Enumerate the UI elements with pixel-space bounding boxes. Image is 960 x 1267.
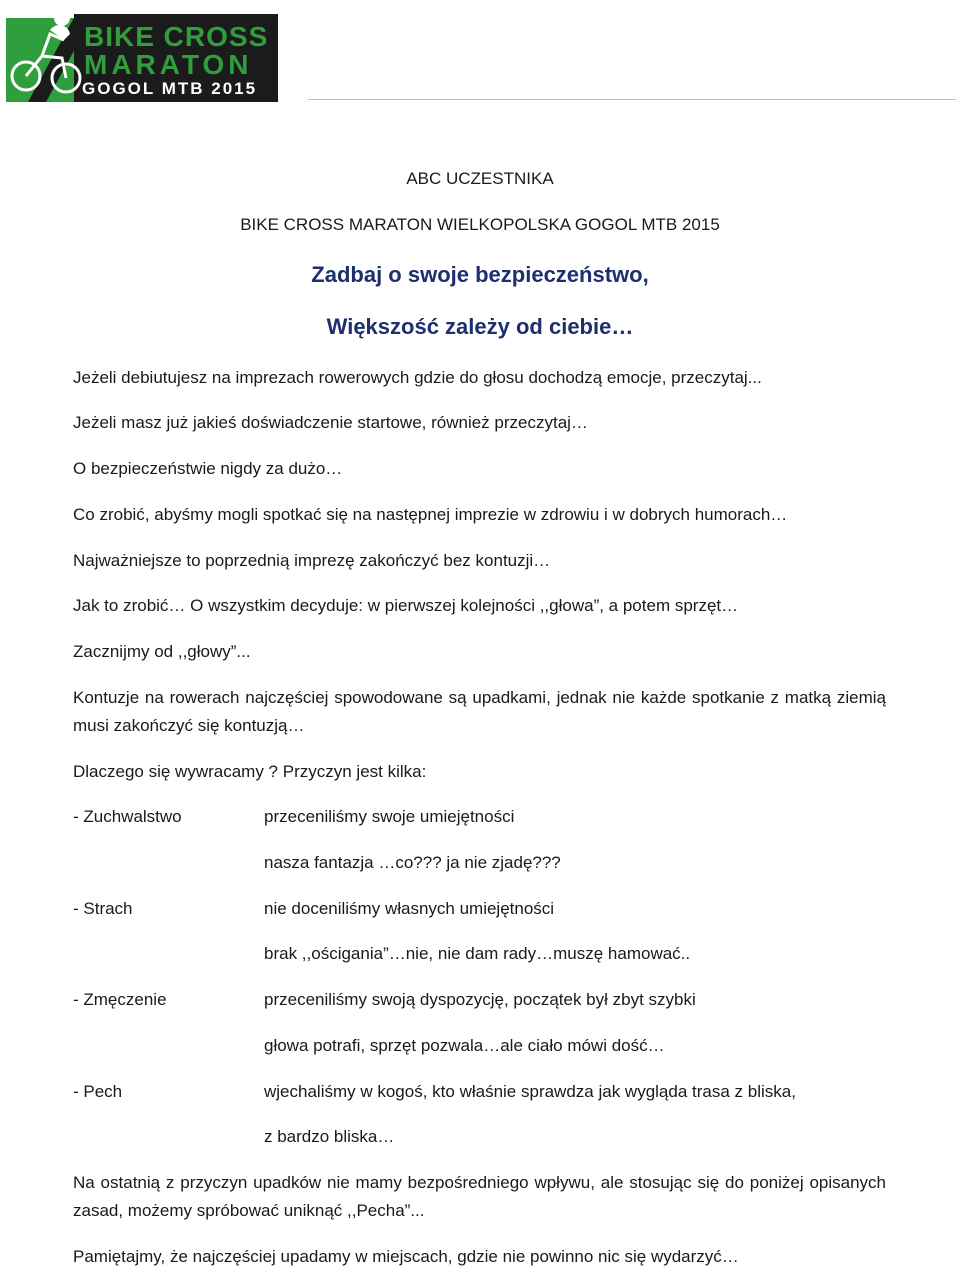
why-line: Dlaczego się wywracamy ? Przyczyn jest kilka:	[73, 762, 427, 781]
header-rule	[308, 99, 956, 100]
cause-label: - Pech	[73, 1082, 123, 1101]
cause-description: głowa potrafi, sprzęt pozwala…ale ciało mówi dość…	[264, 1036, 665, 1055]
intro-line: O bezpieczeństwie nigdy za dużo…	[73, 459, 343, 478]
intro-line: Jeżeli masz już jakieś doświadczenie startowe, również przeczytaj…	[73, 413, 588, 432]
intro-line: Co zrobić, abyśmy mogli spotkać się na następnej imprezie w zdrowiu i w dobrych humorach…	[73, 505, 788, 524]
cause-description: przeceniliśmy swoją dyspozycję, początek był zbyt szybki	[264, 990, 696, 1009]
cause-description: nasza fantazja …co??? ja nie zjadę???	[264, 853, 561, 872]
cause-label: - Zuchwalstwo	[73, 807, 182, 826]
logo-text-bike-cross: BIKE CROSS	[84, 21, 269, 52]
intro-line: Najważniejsze to poprzednią imprezę zakończyć bez kontuzji…	[73, 551, 551, 570]
cause-description: z bardzo bliska…	[264, 1127, 395, 1146]
heading-depends: Większość zależy od ciebie…	[326, 314, 634, 339]
logo-text-gogol: GOGOL MTB 2015	[82, 79, 258, 98]
cause-description: wjechaliśmy w kogoś, kto właśnie sprawdza jak wygląda trasa z bliska,	[264, 1082, 796, 1101]
doc-label: ABC UCZESTNIKA	[406, 169, 554, 188]
intro-line: Zacznijmy od ,,głowy”...	[73, 642, 251, 661]
cause-label: - Zmęczenie	[73, 990, 167, 1009]
intro-line: Jak to zrobić… O wszystkim decyduje: w pierwszej kolejności ,,głowa”, a potem sprzęt…	[73, 596, 739, 615]
cause-description: przeceniliśmy swoje umiejętności	[264, 807, 515, 826]
heading-safety: Zadbaj o swoje bezpieczeństwo,	[311, 262, 649, 287]
intro-line: Jeżeli debiutujesz na imprezach rowerowych gdzie do głosu dochodzą emocje, przeczytaj...	[73, 368, 762, 387]
logo-text-maraton: MARATON	[84, 49, 253, 80]
paragraph-last-cause: Na ostatnią z przyczyn upadków nie mamy bezpośredniego wpływu, ale stosując się do poniżej opisanych zasad, możemy spróbować uniknąć ,,Pecha”...	[73, 1173, 886, 1220]
paragraph-injuries: Kontuzje na rowerach najczęściej spowodowane są upadkami, jednak nie każde spotkanie z matką ziemią musi zakończyć się kontuzją…	[73, 688, 886, 735]
cause-description: nie doceniliśmy własnych umiejętności	[264, 899, 555, 918]
doc-subtitle: BIKE CROSS MARATON WIELKOPOLSKA GOGOL MTB 2015	[240, 215, 720, 234]
event-logo	[6, 4, 278, 102]
cause-description: brak ,,ościgania”…nie, nie dam rady…muszę hamować..	[264, 944, 691, 963]
final-line: Pamiętajmy, że najczęściej upadamy w miejscach, gdzie nie powinno nic się wydarzyć…	[73, 1247, 739, 1266]
cause-label: - Strach	[73, 899, 133, 918]
